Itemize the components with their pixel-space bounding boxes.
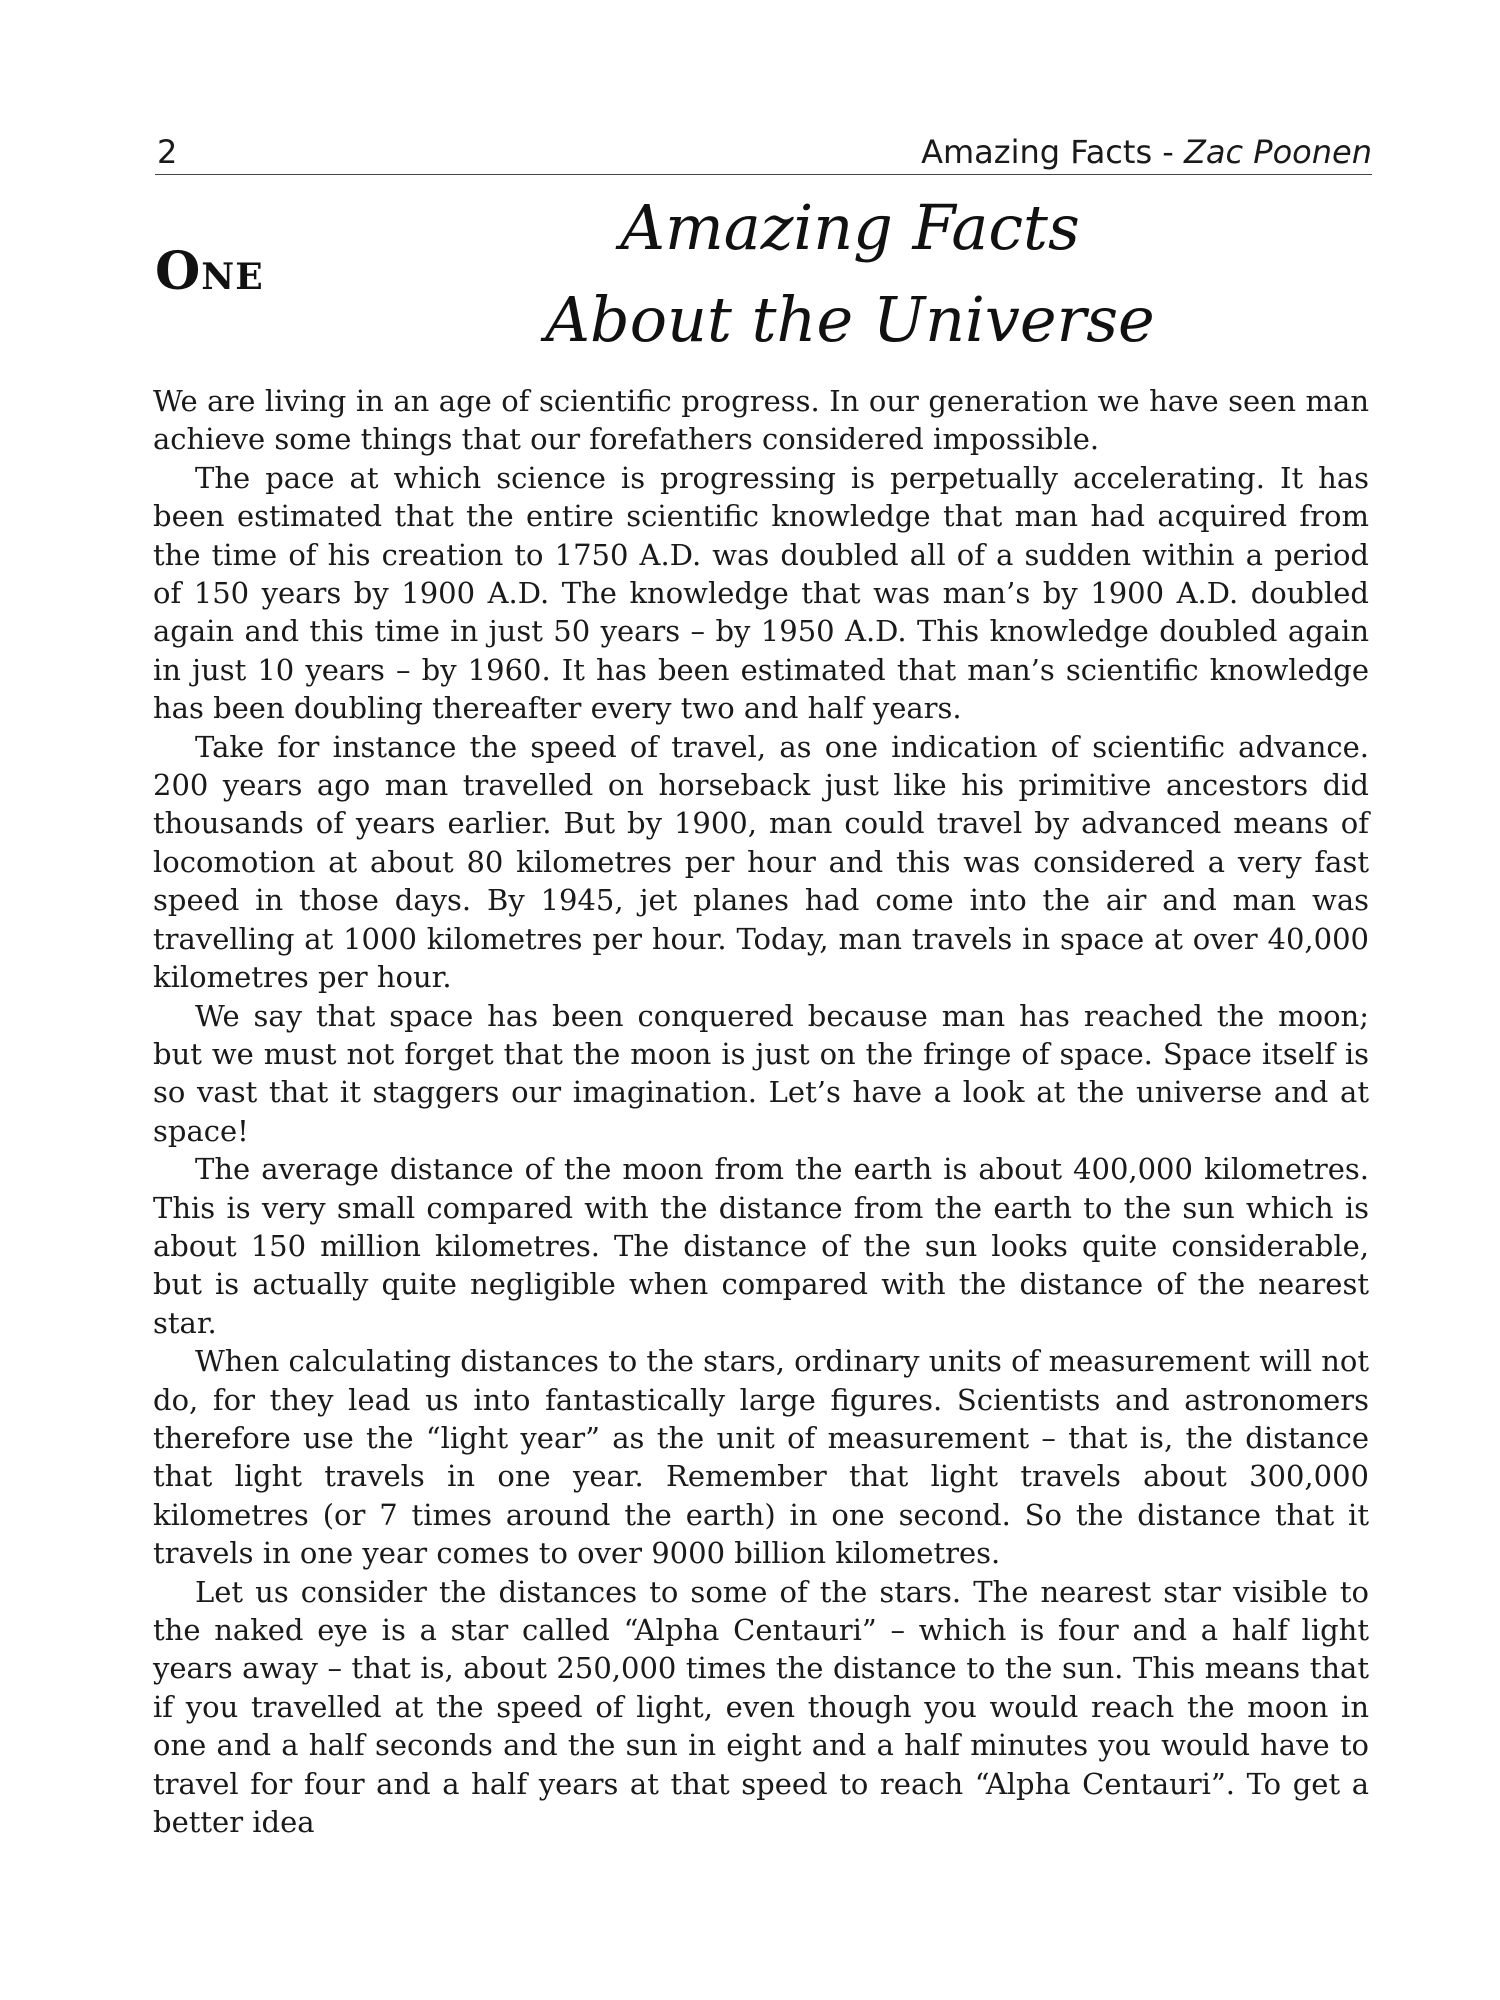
author-name: Zac Poonen: [1184, 133, 1372, 171]
chapter-title-line-1: Amazing Facts: [620, 191, 1080, 264]
chapter-number: One: [155, 241, 264, 302]
book-title: Amazing Facts -: [921, 133, 1184, 171]
paragraph-1: We are living in an age of scientific progress. In our generation we have seen man achieve some things that our forefathers considered impossible.: [153, 384, 1369, 457]
paragraph-5: The average distance of the moon from the earth is about 400,000 kilometres. This is very small compared with the distance from the earth to the sun which is about 150 million kilometres. The distance of the sun looks quite considerable, but is actually quite negligible when compared with the distance of the nearest star.: [153, 1152, 1369, 1340]
paragraph-3: Take for instance the speed of travel, as one indication of scientific advance. 200 years ago man travelled on horseback just like his primitive ancestors did thousands of years earlier. But by 1900, man could travel by advanced means of locomotion at about 80 kilometres per hour and this was considered a very fast speed in those days. By 1945, jet planes had come into the air and man was travelling at 1000 kilometres per hour. Today, man travels in space at over 40,000 kilometres per hour.: [153, 729, 1369, 995]
paragraph-7: Let us consider the distances to some of the stars. The nearest star visible to the naked eye is a star called “Alpha Centauri” – which is four and a half light years away – that is, about 250,000 times the distance to the sun. This means that if you travelled at the speed of light, even though you would reach the moon in one and a half seconds and the sun in eight and a half minutes you would have to travel for four and a half years at that speed to reach “Alpha Centauri”. To get a better idea: [153, 1574, 1369, 1840]
paragraph-2: The pace at which science is progressing is perpetually accelerating. It has been estimated that the entire scientific knowledge that man had acquired from the time of his creation to 1750 A.D. was doubled all of a sudden within a period of 150 years by 1900 A.D. The knowledge that was man’s by 1900 A.D. doubled again and this time in just 50 years – by 1950 A.D. This knowledge doubled again in just 10 years – by 1960. It has been estimated that man’s scientific knowledge has been doubling thereafter every two and half years.: [153, 460, 1369, 726]
body-text: [153, 382, 1369, 1841]
paragraph-6: When calculating distances to the stars, ordinary units of measurement will not do, for they lead us into fantastically large figures. Scientists and astronomers therefore use the “light year” as the unit of measurement – that is, the distance that light travels in one year. Remember that light travels about 300,000 kilometres (or 7 times around the earth) in one second. So the distance that it travels in one year comes to over 9000 billion kilometres.: [153, 1344, 1369, 1571]
page-number: 2: [157, 133, 178, 171]
chapter-title-line-2: About the Universe: [545, 283, 1155, 356]
book-meta: [921, 130, 1372, 174]
paragraph-4: We say that space has been conquered because man has reached the moon; but we must not forget that the moon is just on the fringe of space. Space itself is so vast that it staggers our imagination. Let’s have a look at the universe and at space!: [153, 998, 1369, 1148]
running-head: [155, 130, 1372, 175]
chapter-title: [400, 182, 1300, 366]
